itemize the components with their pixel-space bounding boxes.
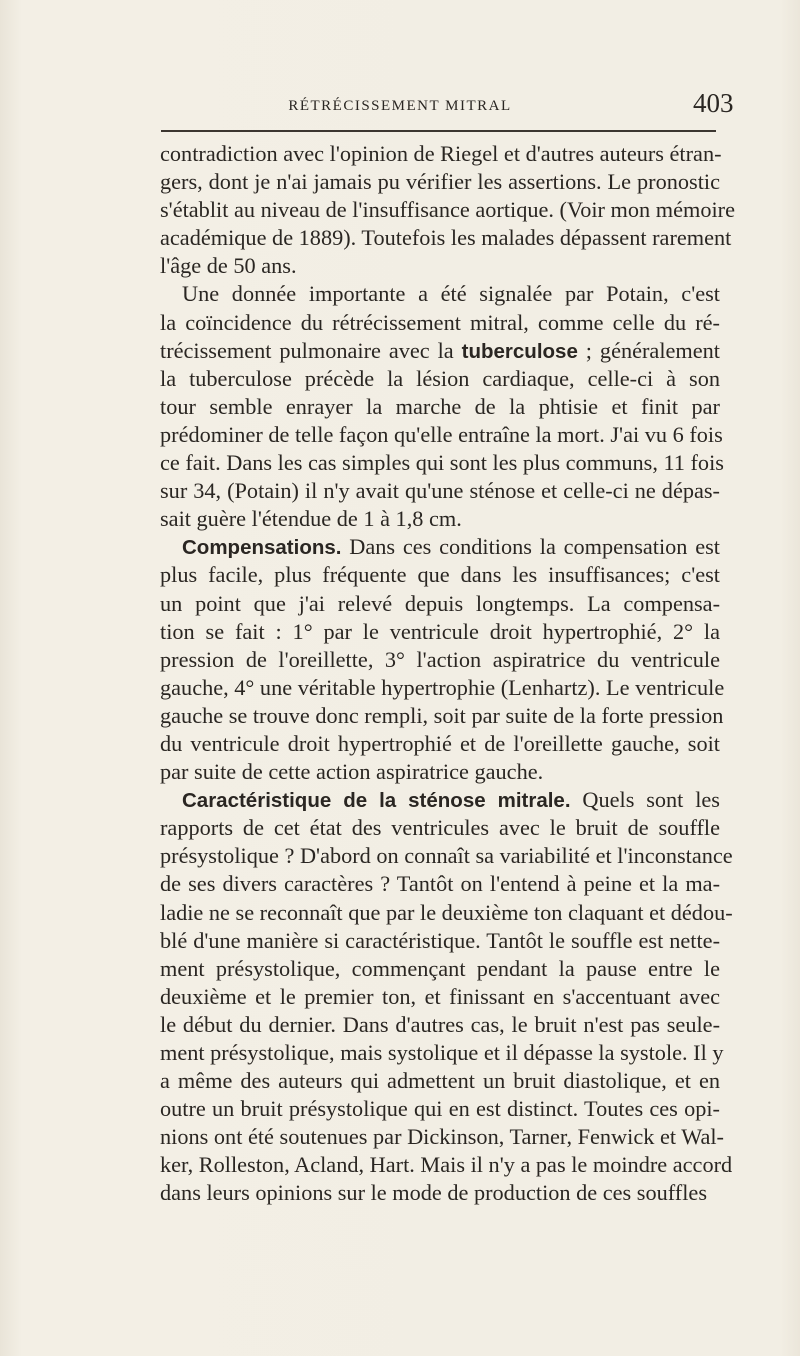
- text-line: pression de l'oreillette, 3° l'action aspiratrice du ventricule: [160, 646, 720, 672]
- text-line: la tuberculose précède la lésion cardiaque, celle-ci à son: [160, 365, 720, 391]
- page-number: 403: [693, 88, 734, 118]
- text-line: contradiction avec l'opinion de Riegel et d'autres auteurs étran-: [160, 141, 722, 166]
- text-line: sait guère l'étendue de 1 à 1,8 cm.: [160, 506, 462, 532]
- text-line: rapports de cet état des ventricules avec le bruit de souffle: [160, 815, 720, 841]
- text-line: tour semble enrayer la marche de la phtisie et finit par: [160, 393, 720, 419]
- text-line: trécissement pulmonaire avec la tuberculose ; généralement: [160, 337, 721, 363]
- text-line: Caractéristique de la sténose mitrale. Quels sont les: [182, 787, 720, 813]
- text-line: deuxième et le premier ton, et finissant en s'accentuant avec: [160, 983, 720, 1009]
- text-line: blé d'une manière si caractéristique. Tantôt le souffle est nette-: [160, 927, 720, 953]
- text-line: par suite de cette action aspiratrice gauche.: [160, 759, 544, 785]
- text-line: nions ont été soutenues par Dickinson, Tarner, Fenwick et Wal-: [160, 1124, 724, 1150]
- text-line: l'âge de 50 ans.: [160, 253, 297, 279]
- text-line: tion se fait : 1° par le ventricule droit hypertrophié, 2° la: [160, 618, 720, 644]
- text-line: ment présystolique, commençant pendant la pause entre le: [160, 955, 720, 981]
- text-line: gers, dont je n'ai jamais pu vérifier les assertions. Le pronostic: [160, 169, 720, 195]
- text-line: du ventricule droit hypertrophié et de l'oreillette gauche, soit: [160, 730, 720, 756]
- text-line: plus facile, plus fréquente que dans les insuffisances; c'est: [160, 562, 720, 588]
- text-line: outre un bruit présystolique qui en est distinct. Toutes ces opi-: [160, 1096, 720, 1122]
- text-line: a même des auteurs qui admettent un bruit diastolique, et en: [160, 1068, 720, 1094]
- text-line: le début du dernier. Dans d'autres cas, le bruit n'est pas seule-: [160, 1011, 720, 1037]
- text-line: Une donnée importante a été signalée par Potain, c'est: [182, 281, 720, 307]
- text-line: ment présystolique, mais systolique et il dépasse la systole. Il y: [160, 1040, 724, 1065]
- section-heading: Compensations.: [182, 536, 342, 560]
- running-title: RÉTRÉCISSEMENT MITRAL: [288, 98, 512, 114]
- text-line: s'établit au niveau de l'insuffisance aortique. (Voir mon mémoire: [160, 197, 736, 223]
- text-line: Compensations. Dans ces conditions la compensation est: [182, 534, 720, 560]
- text-line: ker, Rolleston, Acland, Hart. Mais il n'y a pas le moindre accord: [160, 1152, 733, 1178]
- text-line: la coïncidence du rétrécissement mitral, comme celle du ré-: [160, 309, 720, 335]
- text-line: sur 34, (Potain) il n'y avait qu'une sténose et celle-ci ne dépas-: [160, 478, 720, 504]
- text-line: gauche, 4° une véritable hypertrophie (Lenhartz). Le ventricule: [160, 674, 725, 700]
- text-line: dans leurs opinions sur le mode de production de ces souffles: [160, 1180, 707, 1206]
- text-line: de ses divers caractères ? Tantôt on l'entend à peine et la ma-: [160, 871, 720, 897]
- text-line: un point que j'ai relevé depuis longtemps. La compensa-: [160, 590, 720, 616]
- text-line: présystolique ? D'abord on connaît sa variabilité et l'inconstance: [160, 843, 733, 869]
- text-line: ladie ne se reconnaît que par le deuxième ton claquant et dédou-: [160, 899, 733, 925]
- text-line: ce fait. Dans les cas simples qui sont les plus communs, 11 fois: [160, 450, 724, 476]
- body-text: [160, 140, 736, 1208]
- header-rule: [161, 130, 716, 132]
- text-line: gauche se trouve donc rempli, soit par suite de la forte pression: [160, 702, 724, 728]
- bold-term: tuberculose: [461, 339, 578, 363]
- text-line: académique de 1889). Toutefois les malades dépassent rarement: [160, 225, 732, 251]
- text-line: prédominer de telle façon qu'elle entraîne la mort. J'ai vu 6 fois: [160, 421, 723, 447]
- section-heading: Caractéristique de la sténose mitrale.: [182, 789, 571, 813]
